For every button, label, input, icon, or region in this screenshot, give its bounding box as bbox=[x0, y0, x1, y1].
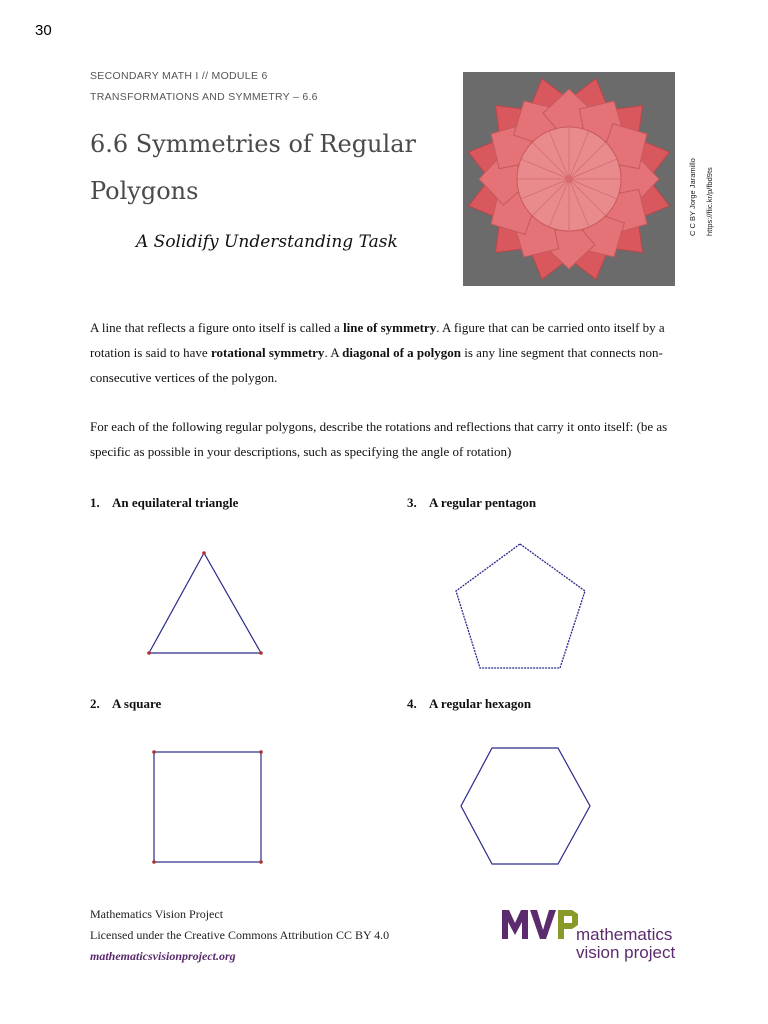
regular-hexagon-figure bbox=[455, 742, 600, 872]
page-title-line1: 6.6 Symmetries of Regular bbox=[90, 130, 416, 158]
photo-credit-url: https://flic.kr/p/fbd9ts bbox=[705, 167, 714, 236]
regular-pentagon-figure bbox=[448, 537, 593, 677]
question-number: 1. bbox=[90, 495, 100, 510]
question-label: An equilateral triangle bbox=[112, 495, 239, 510]
page-number: 30 bbox=[35, 22, 52, 39]
footer-organization: Mathematics Vision Project bbox=[90, 907, 224, 921]
question-label: A square bbox=[112, 696, 162, 711]
mvp-letters-mark bbox=[502, 910, 578, 939]
question-number: 3. bbox=[407, 495, 417, 510]
term-line-of-symmetry: line of symmetry bbox=[343, 320, 437, 335]
section-header: TRANSFORMATIONS AND SYMMETRY – 6.6 bbox=[90, 91, 318, 103]
module-header: SECONDARY MATH I // MODULE 6 bbox=[90, 70, 268, 82]
question-4 bbox=[407, 696, 531, 712]
mvp-logo bbox=[500, 905, 700, 965]
para1-text-a: A line that reflects a figure onto itself is called a bbox=[90, 320, 344, 335]
instructions-paragraph: For each of the following regular polygons, describe the rotations and reflections that carry it onto itself: (be as specific as possible in your descriptions, such as specifying the angle of rotation) bbox=[90, 419, 668, 459]
question-number: 2. bbox=[90, 696, 100, 711]
footer-license: Licensed under the Creative Commons Attribution CC BY 4.0 bbox=[90, 928, 390, 942]
question-label: A regular hexagon bbox=[429, 696, 532, 711]
origami-flower-photo bbox=[463, 72, 675, 286]
term-rotational-symmetry: rotational symmetry bbox=[210, 345, 325, 360]
question-1 bbox=[90, 495, 238, 511]
para1-text-b: . A figure that can be carried onto itself by a rotation is said to have bbox=[90, 320, 665, 360]
para1-text-c: . A bbox=[324, 345, 343, 360]
question-number: 4. bbox=[407, 696, 417, 711]
question-3 bbox=[407, 495, 536, 511]
mvp-logo-text-line2: vision project bbox=[576, 943, 676, 962]
question-2 bbox=[90, 696, 161, 712]
question-label: A regular pentagon bbox=[429, 495, 537, 510]
term-diagonal-of-polygon: diagonal of a polygon bbox=[342, 345, 461, 360]
definitions-paragraph bbox=[90, 315, 700, 390]
mvp-logo-text-line1: mathematics bbox=[576, 925, 673, 944]
task-subtitle: A Solidify Understanding Task bbox=[136, 232, 398, 252]
square-figure bbox=[145, 745, 270, 870]
page-title-line2: Polygons bbox=[90, 177, 199, 205]
para1-text-d: is any line segment that connects non-consecutive vertices of the polygon. bbox=[90, 345, 663, 385]
photo-credit bbox=[687, 136, 727, 236]
equilateral-triangle-figure bbox=[140, 545, 270, 660]
photo-credit-author: C C BY Jorge Jaramillo bbox=[688, 158, 697, 236]
footer-website-link[interactable]: mathematicsvisionproject.org bbox=[90, 949, 236, 963]
